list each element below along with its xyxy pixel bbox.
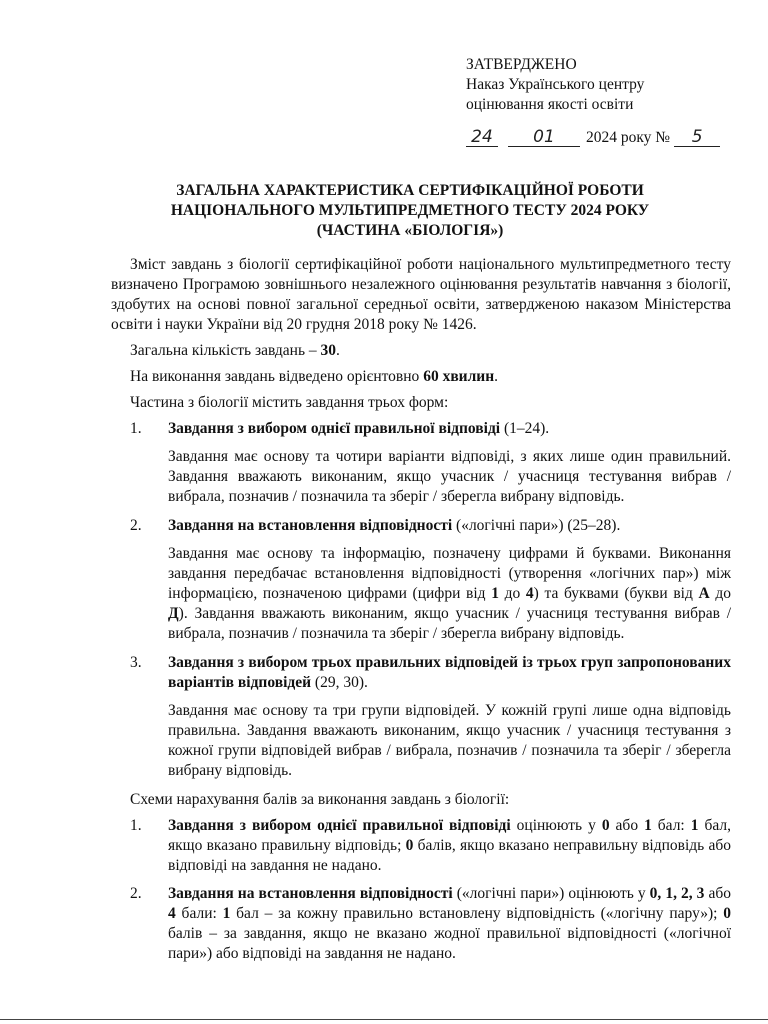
intro-paragraph: Зміст завдань з біології сертифікаційної роботи національного мультипредметного тесту визначено Програмою зовнішнього незалежного оцінювання результатів навчання з біології, здобутих на основі повної загальної середньої освіти, затвердженою наказом Міністерства освіти і науки України від 20 грудня 2018 року № 1426.: [111, 256, 731, 333]
year-label: 2024 року №: [586, 129, 671, 146]
form-item-3: 3. Завдання з вибором трьох правильних відповідей із трьох груп запропонованих варіантів відповідей (29, 30).: [130, 654, 731, 691]
title-line-2: НАЦІОНАЛЬНОГО МУЛЬТИПРЕДМЕТНОГО ТЕСТУ 2024 РОКУ: [170, 202, 650, 219]
total-tasks-line: Загальна кількість завдань – 30.: [130, 342, 340, 359]
approval-title: ЗАТВЕРДЖЕНО: [466, 56, 577, 73]
document-body: [111, 255, 731, 972]
title-line-1: ЗАГАЛЬНА ХАРАКТЕРИСТИКА СЕРТИФІКАЦІЙНОЇ РОБОТИ: [176, 182, 644, 199]
scoring-heading: Схеми нарахування балів за виконання завдань з біології:: [130, 791, 510, 808]
page-bottom-divider: [0, 1019, 768, 1020]
order-date-line: [466, 128, 720, 147]
approval-stamp: [466, 55, 644, 115]
document-title: [130, 181, 690, 241]
scoring-item-1: 1. Завдання з вибором однієї правильної відповіді оцінюють у 0 або 1 бал: 1 бал, якщо вказано правильну відповідь; 0 балів, якщо вказано неправильну відповідь або відповіді на завдання не надано.: [130, 817, 731, 874]
form-item-2: 2. Завдання на встановлення відповідності («логічні пари») (25–28).: [130, 517, 621, 534]
approval-center-line: оцінювання якості освіти: [466, 96, 634, 113]
form-item-2-description: Завдання має основу та інформацію, позначену цифрами й буквами. Виконання завдання передбачає встановлення відповідності (утворення «логічних пар») між інформацією, позначеною цифрами (цифри від 1 до 4) та буквами (букви від А до Д). Завдання вважають виконаним, якщо учасник / учасниця тестування вибрав / вибрала, позначив / позначила та зберіг / зберегла вибрану відповідь.: [168, 545, 731, 642]
scoring-item-2: 2. Завдання на встановлення відповідності («логічні пари») оцінюють у 0, 1, 2, 3 або 4 бали: 1 бал – за кожну правильно встановлену відповідність («логічну пару»); 0 балів – за завдання, якщо не вказано жодної правильної відповідності («логічної пари») або відповіді на завдання не надано.: [130, 885, 731, 962]
time-line: На виконання завдань відведено орієнтовно 60 хвилин.: [130, 368, 499, 385]
handwritten-month: 01: [508, 128, 580, 147]
approval-order-line: Наказ Українського центру: [466, 76, 645, 93]
handwritten-day: 24: [466, 128, 498, 147]
form-item-1: 1. Завдання з вибором однієї правильної відповіді (1–24).: [130, 420, 550, 437]
handwritten-order-number: 5: [674, 128, 720, 147]
form-item-3-description: Завдання має основу та три групи відповідей. У кожній групі лише одна відповідь правильна. Завдання вважають виконаним, якщо учасник / учасниця тестування з кожної групи відповідей вибрав / вибрала, позначив / позначила та зберіг / зберегла вибрану відповідь.: [168, 702, 731, 779]
title-line-3: (ЧАСТИНА «БІОЛОГІЯ»): [316, 222, 504, 239]
form-item-1-description: Завдання має основу та чотири варіанти відповіді, з яких лише один правильний. Завдання вважають виконаним, якщо учасник / учасниця тестування вибрав / вибрала, позначив / позначила та зберіг / зберегла вибрану відповідь.: [168, 448, 731, 505]
forms-heading: Частина з біології містить завдання трьох форм:: [130, 394, 449, 411]
